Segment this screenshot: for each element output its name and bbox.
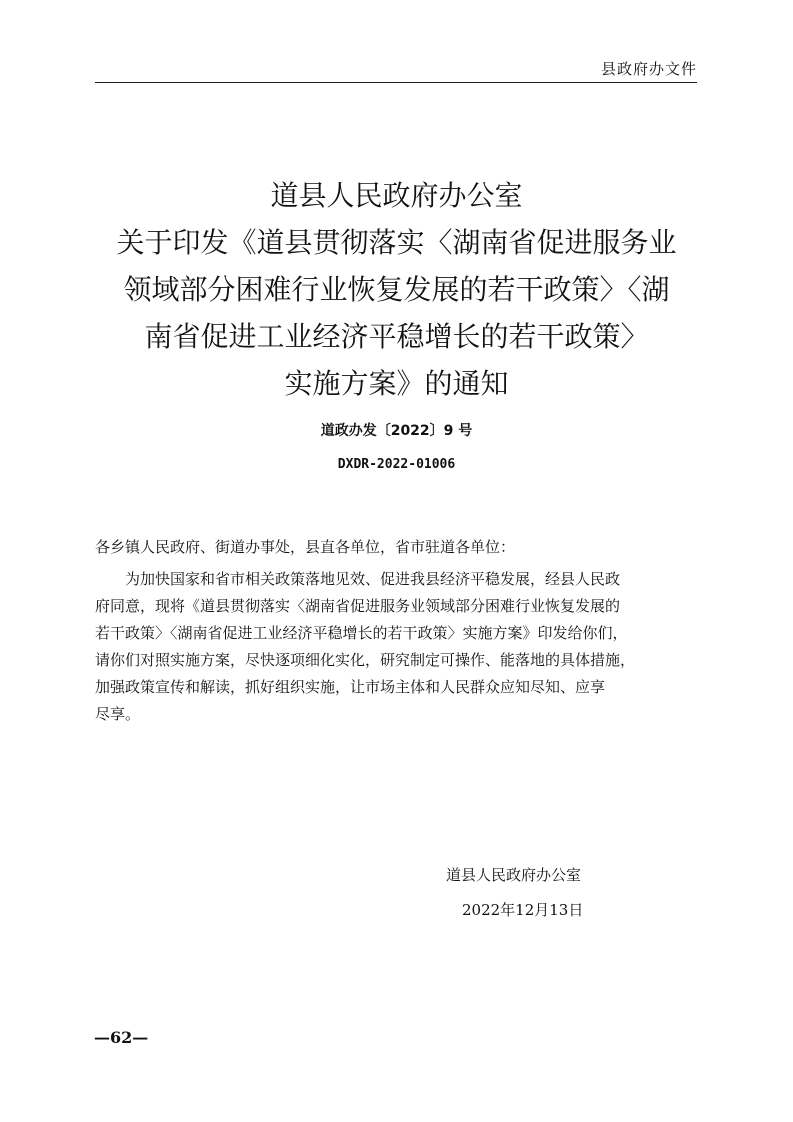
title-line-3: 领域部分困难行业恢复发展的若干政策〉〈湖 [123,273,670,306]
document-title [70,172,723,407]
body-paragraph [95,566,699,728]
title-line-5: 实施方案》的通知 [284,367,509,400]
body-line-5: 加强政策宣传和解读，抓好组织实施，让市场主体和人民群众应知尽知、应享 [95,678,606,696]
body-line-1: 为加快国家和省市相关政策落地见效、促进我县经济平稳发展，经县人民政 [125,570,621,588]
title-line-4: 南省促进工业经济平稳增长的若干政策〉 [144,320,649,353]
title-line-1: 道县人民政府办公室 [270,179,523,212]
page-number: —62— [94,1028,149,1047]
document-number: 道政办发〔2022〕9 号 [320,423,473,439]
signature-org: 道县人民政府办公室 [446,866,582,884]
body-line-6: 尽享。 [95,705,141,723]
body-line-2: 府同意，现将《道县贯彻落实〈湖南省促进服务业领域部分困难行业恢复发展的 [95,597,621,615]
body-line-4: 请你们对照实施方案，尽快逐项细化实化，研究制定可操作、能落地的具体措施， [95,651,636,669]
title-line-2: 关于印发《道县贯彻落实〈湖南省促进服务业 [116,226,677,259]
signature-date: 2022年12月13日 [462,901,584,919]
salutation: 各乡镇人民政府、街道办事处，县直各单位，省市驻道各单位： [95,538,516,556]
running-header-tag: 县政府办文件 [600,60,697,78]
header-divider [95,82,697,83]
document-code: DXDR-2022-01006 [337,457,456,472]
body-line-3: 若干政策〉〈湖南省促进工业经济平稳增长的若干政策〉实施方案》印发给你们， [95,624,628,642]
